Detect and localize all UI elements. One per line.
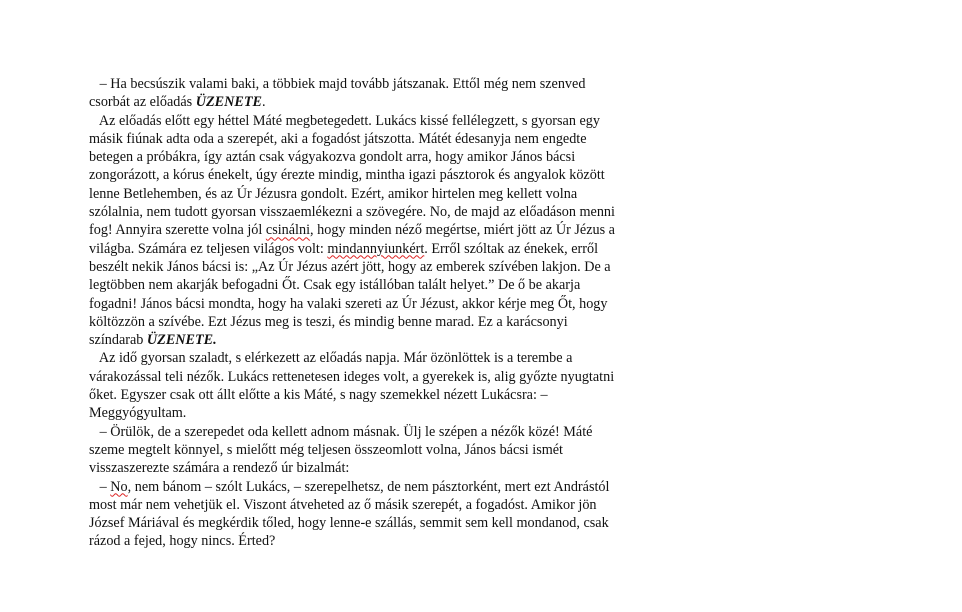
text-run: , hogy minden néző megértse, miért jött az Úr Jézus a (310, 222, 615, 239)
text-line (89, 258, 694, 276)
text-line (89, 148, 694, 166)
text-line (89, 423, 694, 441)
text-run: színdarab (89, 332, 147, 349)
text-run: csorbát az előadás (89, 94, 196, 111)
text-line (89, 112, 694, 130)
text-run: fog! Annyira szerette volna jól (89, 222, 266, 239)
text-line (89, 514, 694, 532)
text-line (89, 441, 694, 459)
emphasized-word: ÜZENETE. (146, 332, 217, 349)
text-line (89, 130, 694, 148)
text-line (89, 75, 694, 93)
text-line (89, 459, 694, 477)
text-run: szeme megtelt könnyel, s mielőtt még teljesen összeomlott volna, János bácsi ismét (89, 441, 563, 458)
text-line (89, 185, 694, 203)
text-run: most már nem vehetjük el. Viszont átveheted az ő másik szerepét, a fogadóst. Amikor jön (89, 496, 597, 513)
text-run: legtöbben nem akarják befogadni Őt. Csak egy istállóban talált helyet.” De ő be akarja (89, 277, 581, 294)
spellcheck-flagged-word: csinálni (265, 222, 311, 239)
text-line (89, 93, 694, 111)
text-run: őket. Egyszer csak ott állt előtte a kis Máté, s nagy szemekkel nézett Lukácsra: – (89, 387, 548, 404)
text-run: beszélt nekik János bácsi is: „Az Úr Jézus azért jött, hogy az emberek szívében lakjon. De a (89, 258, 611, 275)
spellcheck-flagged-word: mindannyiunkért (327, 240, 425, 257)
text-run: , nem bánom – szólt Lukács, – szerepelhetsz, de nem pásztorként, mert ezt Andrástól (127, 478, 610, 495)
text-line (89, 331, 694, 349)
text-line (89, 313, 694, 331)
text-line (89, 532, 694, 550)
document-text (89, 75, 694, 551)
text-run: . Erről szóltak az énekek, erről (424, 240, 599, 257)
document-page (89, 75, 694, 551)
text-line (89, 386, 694, 404)
text-run: fogadni! János bácsi mondta, hogy ha valaki szereti az Úr Jézust, akkor kérje meg Őt, hogy (89, 295, 608, 312)
text-run: költözzön a szívébe. Ezt Jézus meg is teszi, és mindig benne marad. Ez a karácsonyi (89, 313, 568, 330)
text-run: Az előadás előtt egy héttel Máté megbetegedett. Lukács kissé fellélegzett, s gyorsan egy (89, 112, 600, 129)
text-run: rázod a fejed, hogy nincs. Érted? (89, 533, 276, 550)
text-run: másik fiúnak adta oda a szerepét, aki a fogadóst játszotta. Mátét édesanyja nem engedte (89, 130, 587, 147)
text-line (89, 221, 694, 239)
text-run: szólalnia, nem tudott gyorsan visszaemlékezni a szövegére. No, de majd az előadáson menni (89, 204, 615, 221)
text-line (89, 295, 694, 313)
text-run: Meggyógyultam. (89, 405, 187, 422)
text-run: József Máriával és megkérdik tőled, hogy lenne-e szállás, semmit sem kell mondanod, csak (89, 515, 609, 532)
emphasized-word: ÜZENETE (195, 94, 262, 111)
text-line (89, 478, 694, 496)
text-run: várakozással teli nézők. Lukács rettenetesen ideges volt, a gyerekek is, alig győzte nyugtatni (89, 368, 615, 385)
text-line (89, 349, 694, 367)
text-line (89, 166, 694, 184)
text-line (89, 276, 694, 294)
text-run: betegen a próbákra, így aztán csak vágyakozva gondolt arra, hogy amikor János bácsi (89, 149, 576, 166)
text-line (89, 496, 694, 514)
text-run: Az idő gyorsan szaladt, s elérkezett az előadás napja. Már özönlöttek is a terembe a (89, 350, 573, 367)
text-run: . (261, 94, 266, 111)
text-run: visszaszerezte számára a rendező úr bizalmát: (89, 460, 350, 477)
spellcheck-flagged-word: No (110, 478, 128, 495)
text-line (89, 368, 694, 386)
text-run: zongorázott, a kórus énekelt, úgy érezte mindig, mintha igazi pásztorok és angyalok között (89, 167, 605, 184)
text-run: lenne Betlehemben, és az Úr Jézusra gondolt. Ezért, amikor hirtelen meg kellett volna (89, 185, 578, 202)
text-line (89, 203, 694, 221)
text-line (89, 404, 694, 422)
text-run: – (89, 478, 111, 495)
text-run: – Ha becsúszik valami baki, a többiek majd tovább játszanak. Ettől még nem szenved (89, 76, 586, 92)
text-line (89, 240, 694, 258)
text-run: világba. Számára ez teljesen világos volt: (89, 240, 328, 257)
text-run: – Örülök, de a szerepedet oda kellett adnom másnak. Ülj le szépen a nézők közé! Máté (89, 423, 593, 440)
